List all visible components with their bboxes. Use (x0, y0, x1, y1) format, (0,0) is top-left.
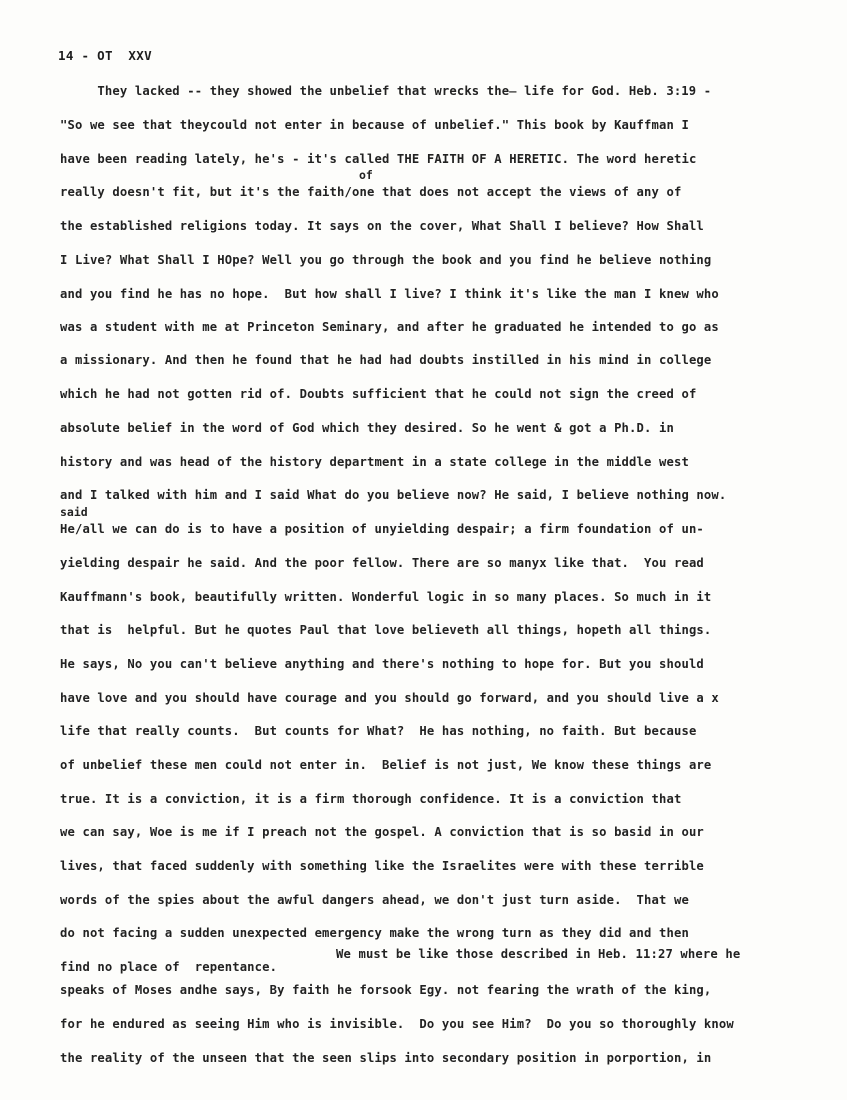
text-line-15: yielding despair he said. And the poor fellow. There are so manyx like that. You read (60, 556, 704, 570)
text-line-28: speaks of Moses andhe says, By faith he forsook Egy. not fearing the wrath of the king, (60, 983, 712, 997)
text-line-21: of unbelief these men could not enter in. Belief is not just, We know these things are (60, 758, 712, 772)
text-line-27: find no place of repentance. (60, 960, 278, 974)
text-line-16: Kauffmann's book, beautifully written. Wonderful logic in so many places. So much in it (60, 590, 712, 604)
text-line-4: really doesn't fit, but it's the faith/one that does not accept the views of any of (60, 185, 682, 199)
text-line-7: and you find he has no hope. But how shall I live? I think it's like the man I knew who (60, 287, 719, 301)
text-line-14: He/all we can do is to have a position of unyielding despair; a firm foundation of un- (60, 522, 704, 536)
inserted-word-said: said (60, 505, 88, 519)
text-line-17: that is helpful. But he quotes Paul that love believeth all things, hopeth all things. (60, 623, 712, 637)
inserted-word-of: of (359, 168, 373, 182)
page-header: 14 - OT XXV (58, 48, 152, 63)
text-line-3: have been reading lately, he's - it's called THE FAITH OF A HERETIC. The word heretic (60, 152, 697, 166)
text-line-18: He says, No you can't believe anything and there's nothing to hope for. But you should (60, 657, 704, 671)
text-line-19: have love and you should have courage and you should go forward, and you should live a x (60, 691, 719, 705)
text-line-10: which he had not gotten rid of. Doubts sufficient that he could not sign the creed of (60, 387, 697, 401)
text-line-13: and I talked with him and I said What do you believe now? He said, I believe nothing now. (60, 488, 727, 502)
text-line-8: was a student with me at Princeton Seminary, and after he graduated he intended to go as (60, 320, 719, 334)
text-line-24: lives, that faced suddenly with something like the Israelites were with these terrible (60, 859, 704, 873)
text-line-25: words of the spies about the awful dangers ahead, we don't just turn aside. That we (60, 893, 689, 907)
text-line-26: do not facing a sudden unexpected emergency make the wrong turn as they did and then (60, 926, 689, 940)
text-line-20: life that really counts. But counts for What? He has nothing, no faith. But because (60, 724, 697, 738)
text-line-1: They lacked -- they showed the unbelief that wrecks the̶ life for God. Heb. 3:19 - (60, 84, 712, 98)
text-line-22: true. It is a conviction, it is a firm thorough confidence. It is a conviction that (60, 792, 682, 806)
text-line-5: the established religions today. It says on the cover, What Shall I believe? How Shall (60, 219, 704, 233)
text-line-6: I Live? What Shall I HOpe? Well you go through the book and you find he believe nothing (60, 253, 712, 267)
text-line-12: history and was head of the history department in a state college in the middle west (60, 455, 689, 469)
text-line-23: we can say, Woe is me if I preach not the gospel. A conviction that is so basid in our (60, 825, 704, 839)
text-line-27-continuation: We must be like those described in Heb. 11:27 where he (336, 947, 741, 961)
text-line-30: the reality of the unseen that the seen slips into secondary position in porportion, in (60, 1051, 712, 1065)
text-line-2: "So we see that theycould not enter in because of unbelief." This book by Kauffman I (60, 118, 689, 132)
text-line-11: absolute belief in the word of God which they desired. So he went & got a Ph.D. in (60, 421, 674, 435)
text-line-9: a missionary. And then he found that he had had doubts instilled in his mind in college (60, 353, 712, 367)
text-line-29: for he endured as seeing Him who is invisible. Do you see Him? Do you so thoroughly know (60, 1017, 734, 1031)
